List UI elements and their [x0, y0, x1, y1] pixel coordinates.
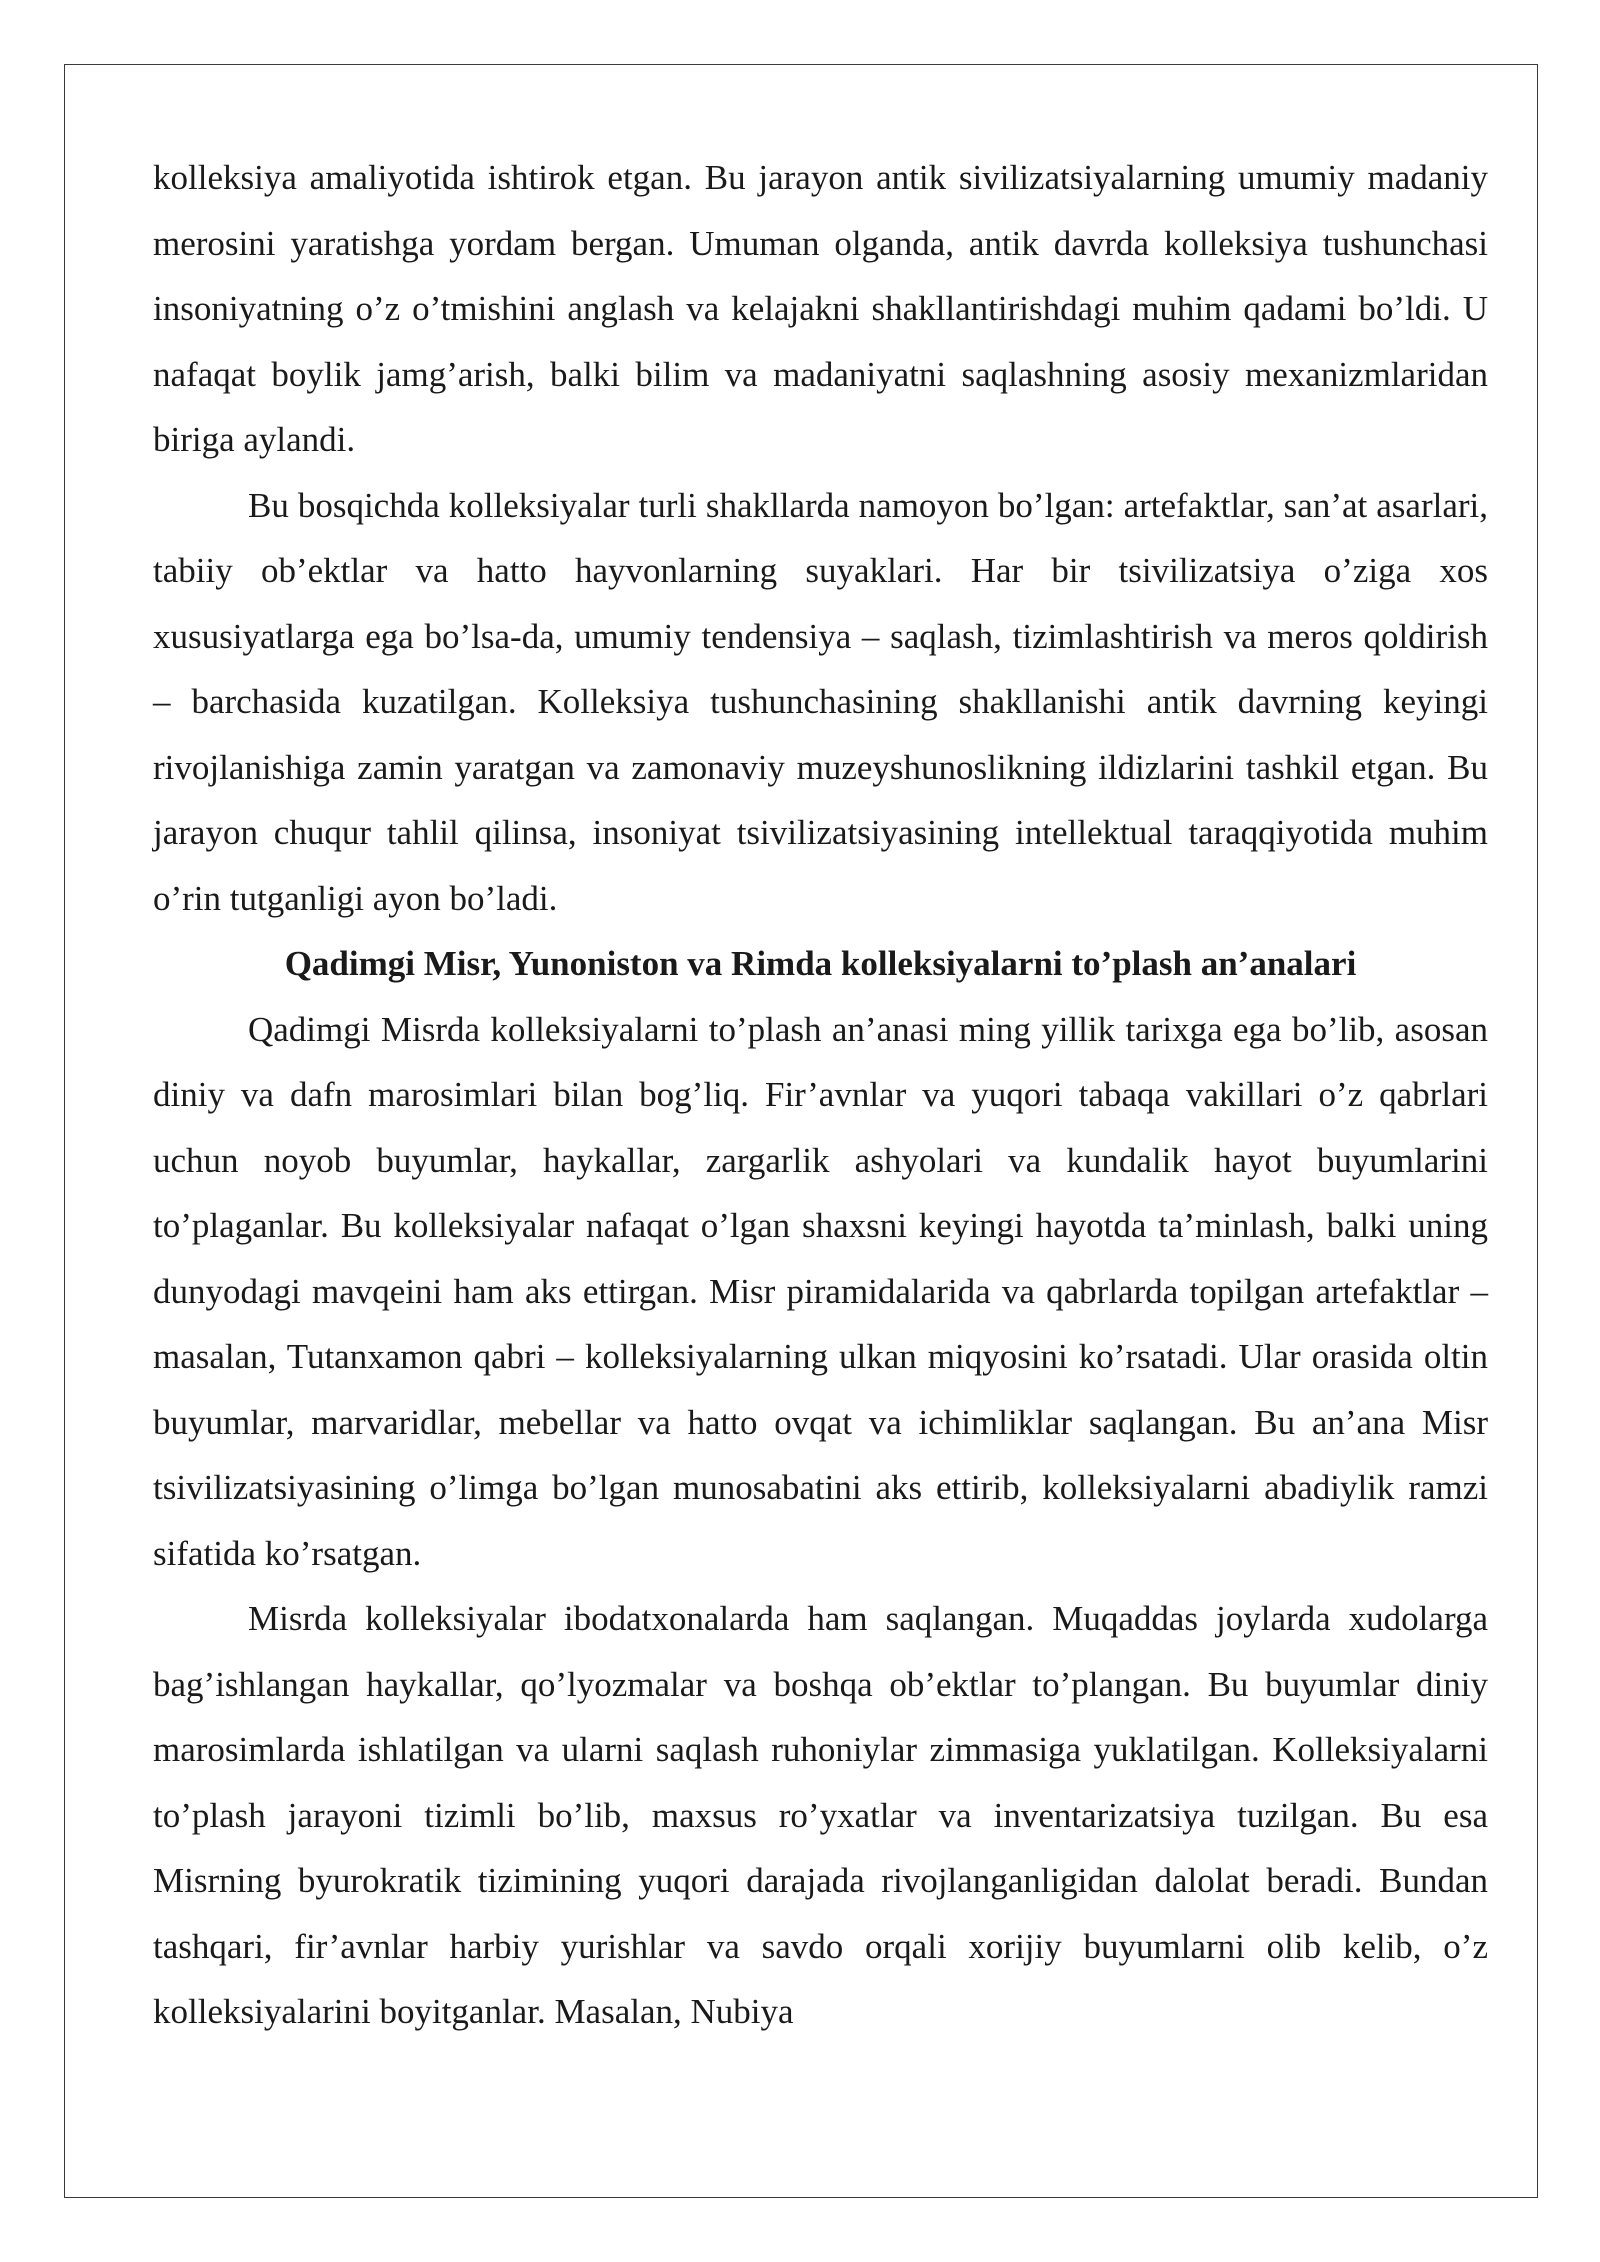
- paragraph-4: Misrda kolleksiyalar ibodatxonalarda ham saqlangan. Muqaddas joylarda xudolarga bag’ishlangan haykallar, qo’lyozmalar va boshqa ob’ektlar to’plangan. Bu buyumlar diniy marosimlarda ishlatilgan va ularni saqlash ruhoniylar zimmasiga yuklatilgan. Kolleksiyalarni to’plash jarayoni tizimli bo’lib, maxsus ro’yxatlar va inventarizatsiya tuzilgan. Bu esa Misrning byurokratik tizimining yuqori darajada rivojlanganligidan dalolat beradi. Bundan tashqari, fir’avnlar harbiy yurishlar va savdo orqali xorijiy buyumlarni olib kelib, o’z kolleksiyalarini boyitganlar. Masalan, Nubiya: [153, 1599, 1488, 2031]
- document-body: [153, 145, 1488, 2045]
- paragraph-3: Qadimgi Misrda kolleksiyalarni to’plash an’anasi ming yillik tarixga ega bo’lib, asosan diniy va dafn marosimlari bilan bog’liq. Fir’avnlar va yuqori tabaqa vakillari o’z qabrlari uchun noyob buyumlar, haykallar, zargarlik ashyolari va kundalik hayot buyumlarini to’plaganlar. Bu kolleksiyalar nafaqat o’lgan shaxsni keyingi hayotda ta’minlash, balki uning dunyodagi mavqeini ham aks ettirgan. Misr piramidalarida va qabrlarda topilgan artefaktlar – masalan, Tutanxamon qabri – kolleksiyalarning ulkan miqyosini ko’rsatadi. Ular orasida oltin buyumlar, marvaridlar, mebellar va hatto ovqat va ichimliklar saqlangan. Bu an’ana Misr tsivilizatsiyasining o’limga bo’lgan munosabatini aks ettirib, kolleksiyalarni abadiylik ramzi sifatida ko’rsatgan.: [153, 1009, 1488, 1573]
- paragraph-2: Bu bosqichda kolleksiyalar turli shakllarda namoyon bo’lgan: artefaktlar, san’at asarlari, tabiiy ob’ektlar va hatto hayvonlarning suyaklari. Har bir tsivilizatsiya o’ziga xos xususiyatlarga ega bo’lsa-da, umumiy tendensiya – saqlash, tizimlashtirish va meros qoldirish – barchasida kuzatilgan. Kolleksiya tushunchasining shakllanishi antik davrning keyingi rivojlanishiga zamin yaratgan va zamonaviy muzeyshunoslikning ildizlarini tashkil etgan. Bu jarayon chuqur tahlil qilinsa, insoniyat tsivilizatsiyasining intellektual taraqqiyotida muhim o’rin tutganligi ayon bo’ladi.: [153, 485, 1488, 918]
- paragraph-1: kolleksiya amaliyotida ishtirok etgan. Bu jarayon antik sivilizatsiyalarning umumiy madaniy merosini yaratishga yordam bergan. Umuman olganda, antik davrda kolleksiya tushunchasi insoniyatning o’z o’tmishini anglash va kelajakni shakllantirishdagi muhim qadami bo’ldi. U nafaqat boylik jamg’arish, balki bilim va madaniyatni saqlashning asosiy mexanizmlaridan biriga aylandi.: [153, 158, 1488, 459]
- section-heading: Qadimgi Misr, Yunoniston va Rimda kolleksiyalarni to’plash an’analari: [284, 944, 1357, 983]
